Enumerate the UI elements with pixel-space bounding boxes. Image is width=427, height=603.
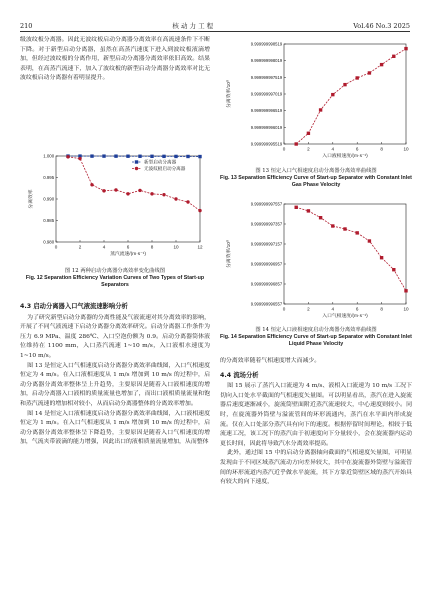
data-point xyxy=(307,209,310,212)
fig13-caption-en: Fig. 13 Separation Efficiency Curve of Start-up Separator with Constant Inlet Gas Phase Velocity xyxy=(220,175,412,189)
data-point xyxy=(380,63,383,66)
journal-name: 核 动 力 工 程 xyxy=(172,22,214,30)
data-point xyxy=(174,155,177,158)
data-point xyxy=(331,93,334,96)
right-column-text xyxy=(220,357,412,488)
x-tick-label: 6 xyxy=(355,146,359,152)
x-tick-label: 8 xyxy=(150,244,154,250)
section-heading: 4.4 流场分析 xyxy=(220,371,259,379)
x-axis-label: 入口气相速度/(m·s⁻¹) xyxy=(322,314,368,319)
data-point xyxy=(78,157,81,160)
fig14-caption-cn: 图 14 恒定入口液相速度启动分离器分离效率曲线图 xyxy=(255,327,377,333)
x-tick-label: 6 xyxy=(355,306,359,312)
x-tick-label: 4 xyxy=(102,244,106,250)
section-heading: 4.3 启动分离器入口气液流速影响分析 xyxy=(20,303,128,310)
fig14-chart xyxy=(222,198,412,326)
data-point xyxy=(90,183,93,186)
x-tick-label: 0 xyxy=(282,146,286,152)
x-axis-label: 入口液相速度/(m·s⁻¹) xyxy=(322,154,368,159)
fig14-caption xyxy=(220,327,412,349)
data-point xyxy=(295,206,298,209)
y-tick-label: 9.999999998519 xyxy=(250,41,283,47)
x-tick-label: 4 xyxy=(331,306,335,312)
fig14-caption-en: Fig. 14 Separation Efficiency Curve of Start-up Separator with Constant Inlet Liquid Phase Velocity xyxy=(220,334,412,348)
x-tick-label: 12 xyxy=(197,244,203,250)
volume-info: Vol.46 No.3 2025 xyxy=(353,22,410,30)
series-line xyxy=(68,157,200,211)
paragraph: 的分离效率随着气相速度增大而减少。 xyxy=(220,358,321,364)
y-tick-label: 9.999999996557 xyxy=(250,301,283,307)
fig13-chart xyxy=(222,38,412,166)
data-point xyxy=(102,154,105,157)
data-point xyxy=(150,192,153,195)
data-point xyxy=(368,239,371,242)
data-point xyxy=(126,192,129,195)
y-tick-label: 9.999999996019 xyxy=(250,124,283,130)
y-tick-label: 9.999999996857 xyxy=(250,281,283,287)
data-point xyxy=(392,55,395,58)
data-point xyxy=(343,227,346,230)
data-point xyxy=(138,189,141,192)
y-axis-label: 分离效率 xyxy=(29,189,34,209)
data-point xyxy=(186,200,189,203)
y-tick-label: 1.000 xyxy=(43,153,55,159)
left-column-bottom xyxy=(20,298,210,448)
data-point xyxy=(114,154,117,157)
y-tick-label: 9.999999997357 xyxy=(250,221,283,227)
x-tick-label: 2 xyxy=(307,146,310,152)
data-point xyxy=(138,155,141,158)
series-line xyxy=(296,207,406,290)
fig12-chart xyxy=(22,150,208,265)
paragraph: 图 13 是恒定入口气相速度启动分离器分离效率曲线图，入口气相速度恒定为 4 m/s。在入口液相速度从 1 m/s 增加到 10 m/s 的过程中，启动分离器分离效率整体呈上升趋势，主要原因是随着入口液相速度的增加，启动分离器入口液相的质量流量也增加了，而出口液相质量流量和饱和蒸汽流速的增加相对较小，从而启动分离器整体的分离效率增加。 xyxy=(20,362,210,407)
y-tick-label: 0.995 xyxy=(43,175,55,180)
y-tick-label: 0.980 xyxy=(43,239,55,245)
x-tick-label: 6 xyxy=(126,244,130,250)
y-tick-label: 9.999999997019 xyxy=(250,91,283,97)
data-point xyxy=(198,209,201,212)
left-column-top xyxy=(20,36,210,84)
y-tick-label: 0.990 xyxy=(43,196,55,202)
y-tick-label: 9.999999996957 xyxy=(250,261,283,267)
paragraph: 级波纹板分离器。因此无波纹板启动分离器分离效率在高流速条件下不断下降。对于新型启动分离器，虽然在高蒸汽速度下进入到波纹板液滴增加，但经过波纹板的分离作用，新型启动分离器分离效率依旧高效。结果表明，在高蒸汽流速下，加入了波纹板的新型启动分离器分离效率对比无波纹板启动分离器有着明显提升。 xyxy=(20,37,210,82)
y-tick-label: 9.999999997519 xyxy=(250,74,283,80)
y-tick-label: 9.999999995519 xyxy=(250,141,283,147)
data-point xyxy=(150,155,153,158)
data-point xyxy=(126,155,129,158)
data-point xyxy=(114,188,117,191)
data-point xyxy=(66,155,69,158)
data-point xyxy=(186,155,189,158)
legend-label: 新型启动分离器 xyxy=(144,159,177,165)
y-tick-label: 9.999999996519 xyxy=(250,108,283,114)
fig12-caption xyxy=(22,268,208,290)
data-point xyxy=(162,155,165,158)
paragraph: 图 14 是恒定入口液相速度启动分离器分离效率曲线图，入口液相速度恒定为 1 m/s。在入口气相速度从 1 m/s 增加到 10 m/s 的过程中，启动分离器分离效率整体呈下降趋势，主要原因是随着入口气相速度的增加，气流夹带液滴的能力增强，因此出口的液相质量流量增加，从而整体 xyxy=(20,410,210,446)
data-point xyxy=(368,71,371,74)
data-point xyxy=(174,197,177,200)
paragraph: 为了研究新型启动分离器的分离性能及气液流速对其分离效率的影响，开展了不同气液流速下启动分离器分离效率研究。启动分离器工作条件为压力 6.9 MPa、温度 286℃、入口空泡份额为 0.9。启动分离器筒体液位维持在 1100 mm，入口蒸汽流速 1~10 m/s，入口液相水速度为 1~10 m/s。 xyxy=(20,314,210,359)
data-point xyxy=(319,216,322,219)
fig13-caption-cn: 图 13 恒定入口气相速度启动分离器分离效率曲线图 xyxy=(255,168,377,174)
x-tick-label: 10 xyxy=(173,244,179,250)
data-point xyxy=(404,47,407,50)
series-line xyxy=(296,49,406,144)
data-point xyxy=(343,83,346,86)
data-point xyxy=(380,256,383,259)
legend-label: 无波纹板启动分离器 xyxy=(144,166,186,172)
legend-marker xyxy=(135,167,138,170)
x-tick-label: 10 xyxy=(403,306,409,312)
paragraph: 此外，通过图 15 中的启动分离器轴向截面的气相速度矢量图，可明显发现由于不同区域蒸汽流动方向差异较大，其中在旋流器外筒壁与溢流管间的环形流道内蒸汽近乎做水平旋流，其下方靠近筒壁区域的蒸汽开始具有较大的向下速度， xyxy=(220,450,412,486)
x-tick-label: 0 xyxy=(282,306,286,312)
fig13-caption xyxy=(220,168,412,190)
x-tick-label: 2 xyxy=(307,306,310,312)
data-point xyxy=(319,108,322,111)
data-point xyxy=(162,193,165,196)
data-point xyxy=(356,76,359,79)
data-point xyxy=(90,154,93,157)
x-axis-label: 蒸汽流速/(m·s⁻¹) xyxy=(110,252,146,257)
data-point xyxy=(331,224,334,227)
y-tick-label: 0.985 xyxy=(43,218,55,223)
fig12-caption-cn: 图 12 两种启动分离器分离效率变化曲线图 xyxy=(64,268,166,274)
y-tick-label: 9.999999997557 xyxy=(250,201,283,207)
y-axis-label: 分离效率/10⁰ xyxy=(227,240,232,268)
x-tick-label: 2 xyxy=(78,244,82,250)
x-tick-label: 0 xyxy=(54,244,58,250)
header-rule xyxy=(20,31,410,32)
data-point xyxy=(295,142,298,145)
x-tick-label: 8 xyxy=(380,306,383,312)
page-header xyxy=(20,18,410,30)
plot-frame xyxy=(284,204,406,304)
data-point xyxy=(404,289,407,292)
page-number: 210 xyxy=(20,22,33,30)
legend-marker xyxy=(135,160,138,163)
x-tick-label: 8 xyxy=(380,146,383,152)
data-point xyxy=(307,132,310,135)
y-tick-label: 9.999999998019 xyxy=(250,58,283,64)
data-point xyxy=(356,231,359,234)
x-tick-label: 4 xyxy=(331,146,335,152)
y-axis-label: 分离效率/10⁰ xyxy=(227,80,232,108)
paragraph: 图 15 展示了蒸汽入口流速为 4 m/s、液相入口流速为 10 m/s 工况下切向入口处水平截面的气相速度矢量图。可以明显看出，蒸汽在进入旋流器后速度逐渐减小，旋流筒壁面附近蒸汽流速较大，中心速度则较小。同时，在旋流器外筒壁与溢流管间的环形流通内，蒸汽在水平面内形成旋流。仅在入口处部分蒸汽具有向下的速度。根据停留时间理论，相较于低流速工况，该工况下的蒸汽由于初速度向下分量较小，会在旋流器内运动更长时间，因此将导致汽水分离效率提高。 xyxy=(220,383,412,447)
data-point xyxy=(392,268,395,271)
y-tick-label: 9.999999997157 xyxy=(250,241,283,247)
fig12-caption-en: Fig. 12 Separation Efficiency Variation Curves of Two Types of Start-up Separators xyxy=(25,275,205,289)
plot-frame xyxy=(284,44,406,144)
data-point xyxy=(102,189,105,192)
data-point xyxy=(198,155,201,158)
x-tick-label: 10 xyxy=(403,146,409,152)
